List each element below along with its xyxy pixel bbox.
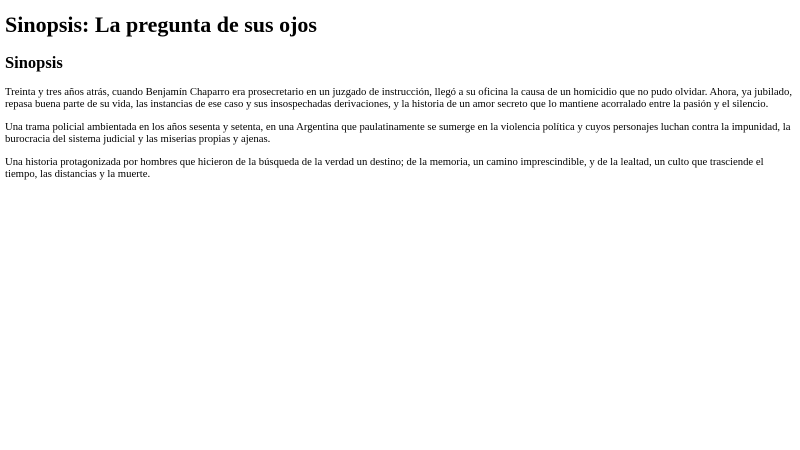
document-page — [0, 11, 800, 180]
synopsis-paragraph-3: Una historia protagonizada por hombres que hicieron de la búsqueda de la verdad un destino; de la memoria, un camino imprescindible, y de la lealtad, un culto que trasciende el tiempo, las distancias y la muerte. — [5, 156, 764, 180]
page-title: Sinopsis: La pregunta de sus ojos — [5, 12, 317, 37]
section-heading: Sinopsis — [5, 53, 63, 72]
synopsis-paragraph-2: Una trama policial ambientada en los años sesenta y setenta, en una Argentina que paulatinamente se sumerge en la violencia política y cuyos personajes luchan contra la impunidad, la burocracia del sistema judicial y las miserias propias y ajenas. — [5, 121, 791, 145]
synopsis-paragraph-1: Treinta y tres años atrás, cuando Benjamín Chaparro era prosecretario en un juzgado de instrucción, llegó a su oficina la causa de un homicidio que no pudo olvidar. Ahora, ya jubilado, repasa buena parte de su vida, las instancias de ese caso y sus insospechadas derivaciones, y la historia de un amor secreto que lo mantiene acorralado entre la pasión y el silencio. — [5, 86, 792, 110]
